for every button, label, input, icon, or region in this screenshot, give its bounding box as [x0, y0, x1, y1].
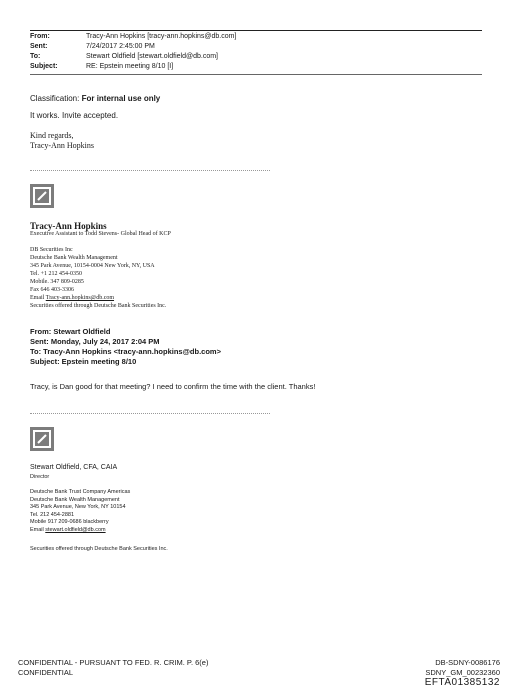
- footer-left-line1: CONFIDENTIAL - PURSUANT TO FED. R. CRIM. P. 6(e): [18, 658, 209, 667]
- from-label: From:: [30, 33, 50, 40]
- orig-sent: Sent: Monday, July 24, 2017 2:04 PM: [30, 337, 160, 346]
- sig2-email-row: [30, 527, 130, 535]
- original-message-body: Tracy, is Dan good for that meeting? I need to confirm the time with the client. Thanks!: [30, 382, 316, 391]
- sig1-division: Deutsche Bank Wealth Management: [30, 255, 118, 261]
- footer-left-line2: CONFIDENTIAL: [18, 668, 74, 677]
- sent-value: 7/24/2017 2:45:00 PM: [86, 43, 155, 50]
- to-value: Stewart Oldfield [stewart.oldfield@db.com]: [86, 53, 218, 60]
- sent-label: Sent:: [30, 43, 48, 50]
- orig-subject: Subject: Epstein meeting 8/10: [30, 357, 137, 366]
- classification-value: For internal use only: [81, 94, 161, 103]
- closing-signature: Tracy-Ann Hopkins: [30, 141, 94, 150]
- orig-from: From: Stewart Oldfield: [30, 327, 111, 336]
- header-subject-row: [30, 62, 482, 72]
- subject-value: RE: Epstein meeting 8/10 [I]: [86, 63, 174, 70]
- sig1-company: DB Securities Inc: [30, 247, 73, 253]
- sig2-tel: Tel. 212 454-2881: [30, 511, 75, 518]
- sig2-mobile: Mobile 917 209-0686 blackberry: [30, 519, 109, 525]
- separator-dotted-2: [30, 413, 270, 414]
- footer-bates: [425, 658, 500, 688]
- to-label: To:: [30, 53, 41, 60]
- footer-confidential: [18, 658, 208, 678]
- classification-line: [30, 94, 160, 103]
- header-from-row: [30, 32, 482, 42]
- header-top-rule: [30, 30, 482, 31]
- original-message-header: [30, 327, 221, 367]
- footer-right-line2: SDNY_GM_00232360: [425, 668, 500, 677]
- deutsche-bank-logo-icon-2: [30, 427, 54, 451]
- classification-label: Classification:: [30, 94, 82, 103]
- sig2-name: Stewart Oldfield, CFA, CAIA: [30, 464, 118, 471]
- sig2-securities: Securities offered through Deutsche Bank Securities Inc.: [30, 546, 168, 552]
- sig1-email-prefix: Email: [30, 295, 46, 301]
- reply-body: It works. Invite accepted.: [30, 111, 119, 120]
- deutsche-bank-logo-icon: [30, 184, 54, 208]
- sig1-email-row: [30, 294, 166, 302]
- sig2-address: 345 Park Avenue, New York, NY 10154: [30, 504, 126, 510]
- sig1-tel: Tel. +1 212 454-0350: [30, 271, 82, 277]
- header-bottom-rule: [30, 74, 482, 75]
- header-to-row: [30, 52, 482, 62]
- reply-closing: [30, 131, 94, 151]
- sig1-fax: Fax 646 403-3306: [30, 287, 74, 293]
- sig1-email-link[interactable]: Tracy-ann.hopkins@db.com: [45, 295, 115, 301]
- sig1-mobile: Mobile. 347 809-0285: [30, 279, 84, 285]
- sig2-title: Director: [30, 474, 50, 480]
- sig1-details: [30, 246, 166, 310]
- header-sent-row: [30, 42, 482, 52]
- separator-dotted: [30, 170, 270, 171]
- sig1-address: 345 Park Avenue, 10154-0004 New York, NY, USA: [30, 263, 155, 269]
- sig2-division: Deutsche Bank Wealth Management: [30, 496, 120, 503]
- orig-to: To: Tracy-Ann Hopkins <tracy-ann.hopkins@db.com>: [30, 347, 221, 356]
- footer-right-line3: EFTA01385132: [424, 677, 500, 688]
- sig2-email-prefix: Email: [30, 526, 46, 533]
- sig1-name: Tracy-Ann Hopkins: [30, 221, 107, 231]
- from-value: Tracy-Ann Hopkins [tracy-ann.hopkins@db.com]: [86, 33, 237, 40]
- footer-right-line1: DB-SDNY-0086176: [435, 658, 500, 667]
- sig2-email-link[interactable]: stewart.oldfield@db.com: [45, 526, 106, 533]
- sig1-securities: Securities offered through Deutsche Bank Securities Inc.: [30, 303, 167, 309]
- sig1-title: Executive Assistant to Todd Stevens- Global Head of KCP: [30, 231, 171, 237]
- subject-label: Subject:: [30, 63, 58, 70]
- email-header: [30, 32, 482, 72]
- closing-text: Kind regards,: [30, 131, 74, 140]
- sig2-details: [30, 489, 130, 534]
- sig2-company: Deutsche Bank Trust Company Americas: [30, 489, 131, 495]
